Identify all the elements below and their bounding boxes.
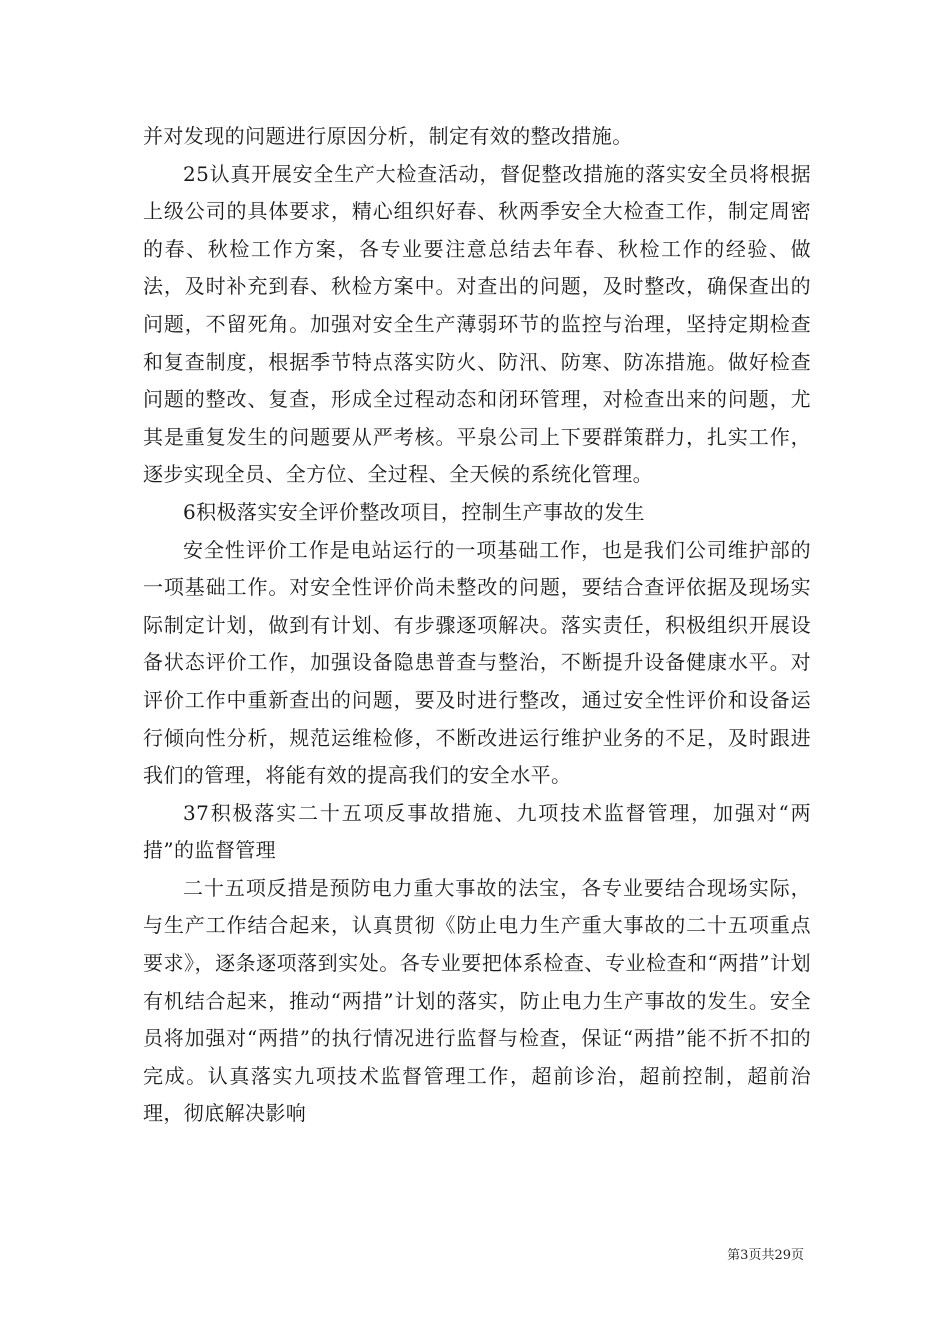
paragraph-3-heading: 6积极落实安全评价整改项目，控制生产事故的发生 [183, 499, 645, 524]
paragraph-1: 并对发现的问题进行原因分析，制定有效的整改措施。 [143, 124, 633, 148]
paragraph-6: 二十五项反措是预防电力重大事故的法宝，各专业要结合现场实际，与生产工作结合起来，认真贯彻《防止电力生产重大事故的二十五项重点要求》，逐条逐项落到实处。各专业要把体系检查、专业检查和“两措”计划有机结合起来，推动“两措”计划的落实，防止电力生产事故的发生。安全员将加强对“两措”的执行情况进行监督与检查，保证“两措”能不折不扣的完成。认真落实九项技术监督管理工作，超前诊治，超前控制，超前治理，彻底解决影响 [143, 875, 811, 1126]
paragraph-2: 25认真开展安全生产大检查活动，督促整改措施的落实安全员将根据上级公司的具体要求，精心组织好春、秋两季安全大检查工作，制定周密的春、秋检工作方案，各专业要注意总结去年春、秋检工作的经验、做法，及时补充到春、秋检方案中。对查出的问题，及时整改，确保查出的问题，不留死角。加强对安全生产薄弱环节的监控与治理，坚持定期检查和复查制度，根据季节特点落实防火、防汛、防寒、防冻措施。做好检查问题的整改、复查，形成全过程动态和闭环管理，对检查出来的问题，尤其是重复发生的问题要从严考核。平泉公司上下要群策群力，扎实工作，逐步实现全员、全方位、全过程、全天候的系统化管理。 [143, 161, 811, 487]
body-text [143, 118, 811, 1133]
paragraph-4: 安全性评价工作是电站运行的一项基础工作，也是我们公司维护部的一项基础工作。对安全性评价尚未整改的问题，要结合查评依据及现场实际制定计划，做到有计划、有步骤逐项解决。落实责任，积极组织开展设备状态评价工作，加强设备隐患普查与整治，不断提升设备健康水平。对评价工作中重新查出的问题，要及时进行整改，通过安全性评价和设备运行倾向性分析，规范运维检修，不断改进运行维护业务的不足，及时跟进我们的管理，将能有效的提高我们的安全水平。 [143, 537, 811, 788]
page-number-footer: 第3页共29页 [727, 1248, 804, 1263]
paragraph-5-heading: 37积极落实二十五项反事故措施、九项技术监督管理，加强对“两措”的监督管理 [143, 800, 811, 863]
